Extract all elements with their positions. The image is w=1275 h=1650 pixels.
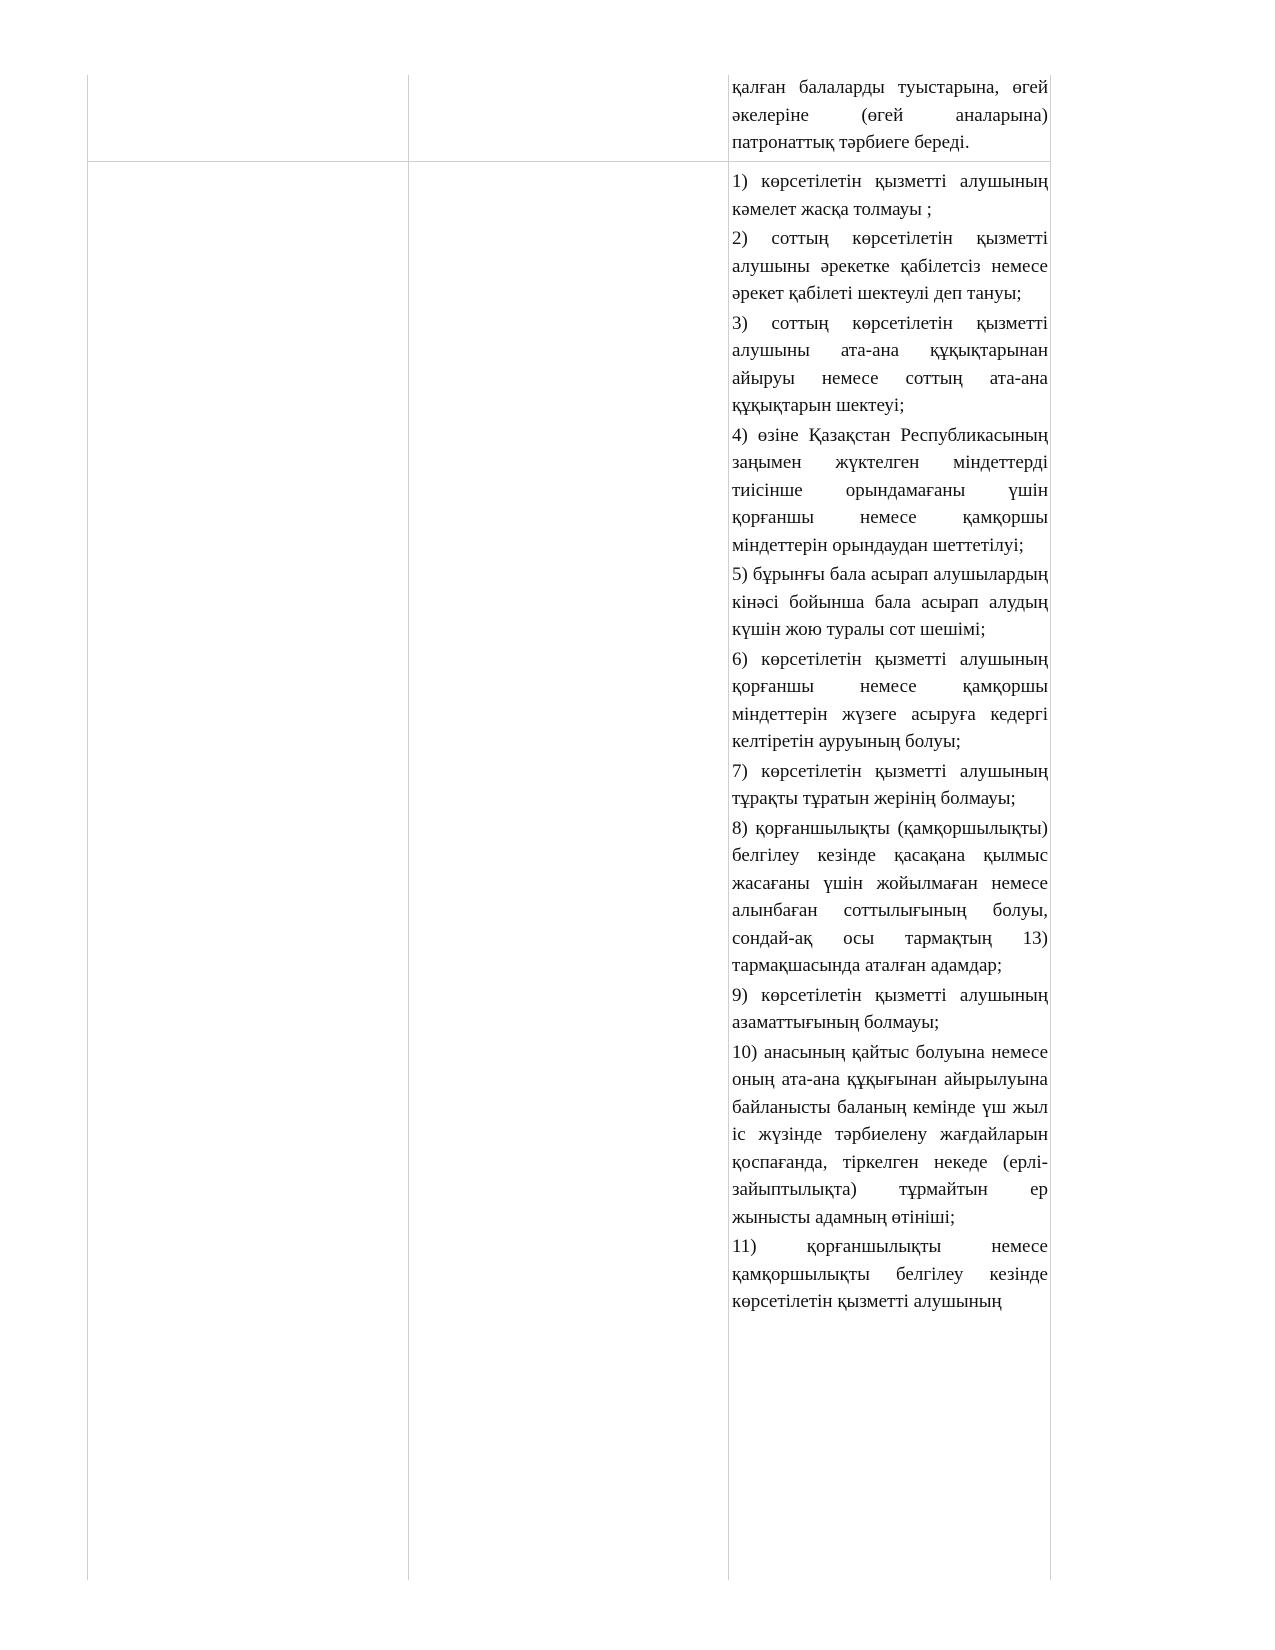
list-item: 11) қорғаншылықты немесе қамқоршылықты белгілеу кезінде көрсетілетін қызметті алушының <box>732 1236 1048 1312</box>
list-item: 7) көрсетілетін қызметті алушының тұрақты тұратын жерінің болмауы; <box>732 760 1048 809</box>
table-cell-row2-col3 <box>732 168 1048 1318</box>
list-item: 3) соттың көрсетілетін қызметті алушыны ата-ана құқықтарынан айыруы немесе соттың ата-ана құқықтарын шектеуі; <box>732 312 1048 416</box>
list-item: 4) өзіне Қазақстан Республикасының заңымен жүктелген міндеттерді тиісінше орындамағаны үшін қорғаншы немесе қамқоршы міндеттерін орындаудан шеттетілуі; <box>732 424 1048 556</box>
list-item: 6) көрсетілетін қызметті алушының қорғаншы немесе қамқоршы міндеттерін жүзеге асыруға кедергі келтіретін ауруының болуы; <box>732 648 1048 752</box>
table-column-divider-2 <box>728 75 729 1580</box>
list-item: 10) анасының қайтыс болуына немесе оның ата-ана құқығынан айырылуына байланысты баланың кемінде үш жыл іс жүзінде тәрбиелену жағдайларын қоспағанда, тіркелген некеде (ерлі-зайыптылықта) тұрмайтын ер жынысты адамның өтініші; <box>732 1041 1048 1228</box>
table-row-divider <box>87 161 1051 162</box>
list-item: 1) көрсетілетін қызметті алушының кәмелет жасқа толмауы ; <box>732 171 1048 220</box>
list-item: 5) бұрынғы бала асырап алушылардың кінәсі бойынша бала асырап алудың күшін жою туралы сот шешімі; <box>732 564 1048 640</box>
list-item: 9) көрсетілетін қызметті алушының азаматтығының болмауы; <box>732 984 1048 1033</box>
list-item: 2) соттың көрсетілетін қызметті алушыны әрекетке қабілетсіз немесе әрекет қабілеті шектеулі деп тануы; <box>732 228 1048 304</box>
table-border-left <box>87 75 88 1580</box>
list-item: 8) қорғаншылықты (қамқоршылықты) белгілеу кезінде қасақана қылмыс жасағаны үшін жойылмаған немесе алынбаған соттылығының болуы, сондай-ақ осы тармақтың 13) тармақшасында аталған адамдар; <box>732 817 1048 976</box>
cell-paragraph: қалған балаларды туыстарына, өгей әкелеріне (өгей аналарына) патронаттық тәрбиеге береді. <box>732 77 1048 153</box>
table-cell-row1-col3 <box>732 74 1048 159</box>
table-column-divider-1 <box>408 75 409 1580</box>
table-border-right <box>1050 75 1051 1580</box>
